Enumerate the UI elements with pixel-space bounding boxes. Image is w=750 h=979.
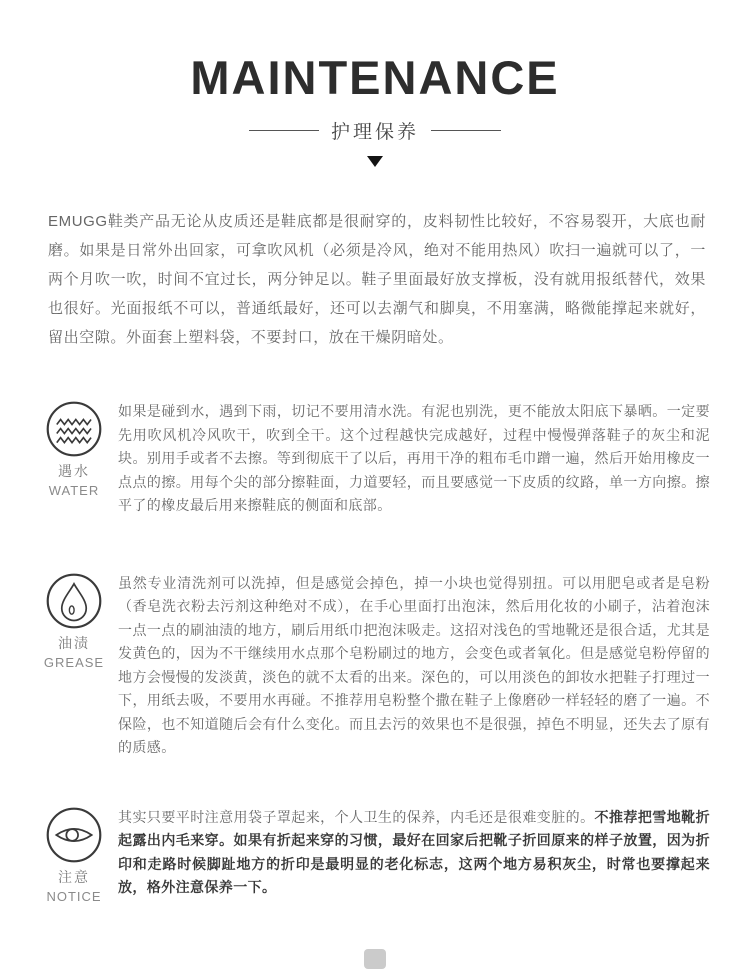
notice-text: 其实只要平时注意用袋子罩起来，个人卫生的保养，内毛还是很难变脏的。 (118, 808, 595, 825)
grease-text: 虽然专业清洗剂可以洗掉，但是感觉会掉色，掉一小块也觉得别扭。可以用肥皂或者是皂粉（香皂洗衣粉去污剂这种绝对不成），在手心里面打出泡沫，然后用化妆的小刷子，沾着泡沫一点一点的刷油渍的地方，刷后用纸巾把泡沫吸走。这招对浅色的雪地靴还是很合适，尤其是发黄色的，因为不干继续用水点那个皂粉刷过的地方，会变色或者氧化。但是感觉皂粉停留的地方会慢慢的发淡黄，淡色的就不太看的出来。深色的，可以用淡色的卸妆水把鞋子打理过一下，用纸去吸，不要用水再碰。不推荐用皂粉整个撒在鞋子上像磨砂一样轻轻的磨了一遍。不保险，也不知道随后会有什么变化。而且去污的效果也不是很强，掉色不明显，还失去了原有的质感。 (118, 574, 710, 755)
water-paragraph (118, 400, 710, 518)
bottom-indicator (364, 949, 386, 969)
eye-icon (42, 806, 106, 864)
grease-label-zh: 油渍 (58, 634, 90, 651)
page-subtitle: 护理保养 (330, 122, 419, 143)
grease-icon-column (42, 572, 106, 760)
droplet-icon (42, 572, 106, 630)
notice-label-en: NOTICE (46, 888, 102, 904)
page-title: MAINTENANCE (190, 51, 560, 104)
grease-label-en: GREASE (43, 654, 105, 670)
water-label-en: WATER (48, 483, 100, 498)
maintenance-header (0, 0, 750, 167)
subtitle-row (0, 117, 750, 144)
notice-label-zh: 注意 (58, 868, 90, 885)
section-notice (42, 806, 710, 904)
grease-paragraph (118, 572, 710, 760)
notice-icon-column (42, 806, 106, 904)
notice-text-bold: 不推荐把雪地靴折起露出内毛来穿。如果有折起来穿的习惯，最好在回家后把靴子折回原来的样子放置，因为折印和走路时候脚趾地方的折印是最明显的老化标志，这两个地方易积灰尘，时常也要撑起来放，格外注意保养一下。 (118, 808, 710, 895)
water-icon-column (42, 400, 106, 518)
notice-paragraph (118, 806, 710, 904)
subtitle-left-line (249, 130, 319, 131)
water-wave-icon (42, 400, 106, 458)
down-triangle-icon (367, 156, 383, 167)
water-text: 如果是碰到水，遇到下雨，切记不要用清水洗。有泥也别洗，更不能放太阳底下暴晒。一定要先用吹风机冷风吹干，吹到全干。这个过程越快完成越好，过程中慢慢弹落鞋子的灰尘和泥块。别用手或者不去擦。等到彻底干了以后，再用干净的粗布毛巾蹭一遍，然后开始用橡皮一点点的擦。用每个尖的部分擦鞋面，力道要轻，而且要感觉一下皮质的纹路，单一方向擦。擦平了的橡皮最后用来擦鞋底的侧面和底部。 (118, 403, 710, 513)
section-water (42, 400, 710, 518)
intro-paragraph: EMUGG鞋类产品无论从皮质还是鞋底都是很耐穿的，皮料韧性比较好，不容易裂开，大底也耐磨。如果是日常外出回家，可拿吹风机（必须是冷风，绝对不能用热风）吹扫一遍就可以了，一两个月吹一吹，时间不宜过长，两分钟足以。鞋子里面最好放支撑板，没有就用报纸替代，效果也很好。光面报纸不可以，普通纸最好，还可以去潮气和脚臭，不用塞满，略微能撑起来就好，留出空隙。外面套上塑料袋，不要封口，放在干燥阴暗处。 (48, 213, 706, 346)
water-label-zh: 遇水 (58, 463, 90, 479)
section-grease (42, 572, 710, 760)
subtitle-right-line (431, 130, 501, 131)
